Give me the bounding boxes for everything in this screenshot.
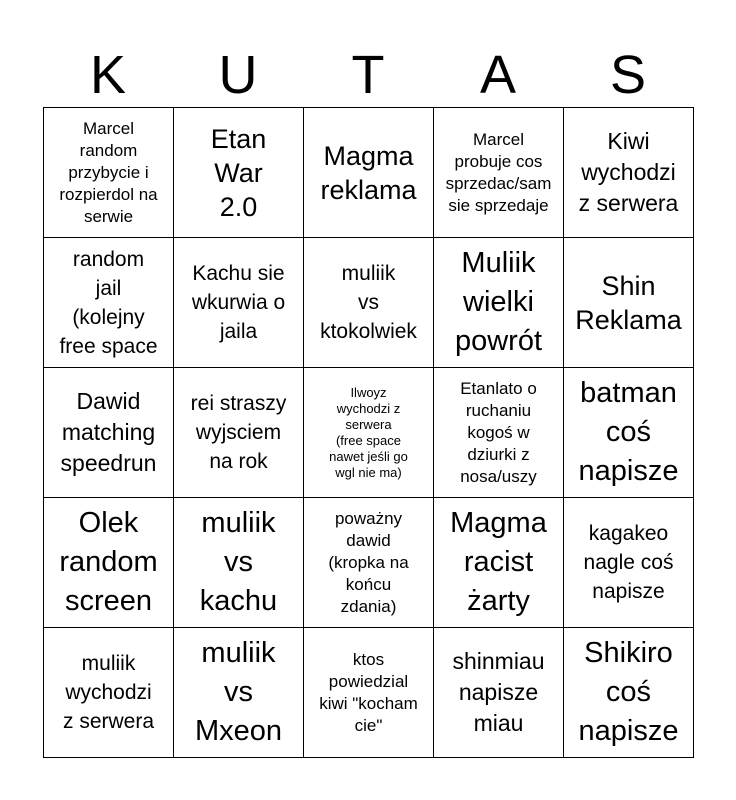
bingo-grid xyxy=(43,107,694,758)
bingo-cell[interactable]: Muliik wielki powrót xyxy=(434,238,564,368)
bingo-cell[interactable]: Olek random screen xyxy=(44,498,174,628)
header-letter-s: S xyxy=(609,45,647,105)
bingo-cell[interactable]: muliik vs ktokolwiek xyxy=(304,238,434,368)
bingo-cell[interactable]: Etanlato o ruchaniu kogoś w dziurki z nosa/uszy xyxy=(434,368,564,498)
bingo-cell[interactable]: muliik wychodzi z serwera xyxy=(44,628,174,758)
bingo-cell[interactable]: muliik vs Mxeon xyxy=(174,628,304,758)
header-letter-k: K xyxy=(89,45,127,105)
bingo-cell[interactable]: Dawid matching speedrun xyxy=(44,368,174,498)
bingo-cell[interactable]: muliik vs kachu xyxy=(174,498,304,628)
bingo-cell[interactable]: Magma reklama xyxy=(304,108,434,238)
bingo-cell[interactable]: Magma racist żarty xyxy=(434,498,564,628)
bingo-cell[interactable]: poważny dawid (kropka na końcu zdania) xyxy=(304,498,434,628)
bingo-cell[interactable]: Shin Reklama xyxy=(564,238,694,368)
bingo-cell[interactable]: Marcel random przybycie i rozpierdol na serwie xyxy=(44,108,174,238)
bingo-cell[interactable]: Kachu sie wkurwia o jaila xyxy=(174,238,304,368)
bingo-cell[interactable]: kagakeo nagle coś napisze xyxy=(564,498,694,628)
bingo-cell[interactable]: batman coś napisze xyxy=(564,368,694,498)
bingo-cell[interactable]: ktos powiedzial kiwi "kocham cie" xyxy=(304,628,434,758)
bingo-cell[interactable]: random jail (kolejny free space xyxy=(44,238,174,368)
header-letter-a: A xyxy=(479,45,517,105)
bingo-cell[interactable]: Etan War 2.0 xyxy=(174,108,304,238)
header-letter-t: T xyxy=(351,45,385,105)
bingo-cell[interactable]: Shikiro coś napisze xyxy=(564,628,694,758)
bingo-cell[interactable]: shinmiau napisze miau xyxy=(434,628,564,758)
bingo-header xyxy=(43,44,693,106)
bingo-cell[interactable]: Marcel probuje cos sprzedac/sam sie sprzedaje xyxy=(434,108,564,238)
header-letter-u: U xyxy=(218,45,258,105)
bingo-cell[interactable]: Kiwi wychodzi z serwera xyxy=(564,108,694,238)
bingo-cell[interactable]: rei straszy wyjsciem na rok xyxy=(174,368,304,498)
bingo-cell[interactable]: Ilwoyz wychodzi z serwera (free space nawet jeśli go wgl nie ma) xyxy=(304,368,434,498)
